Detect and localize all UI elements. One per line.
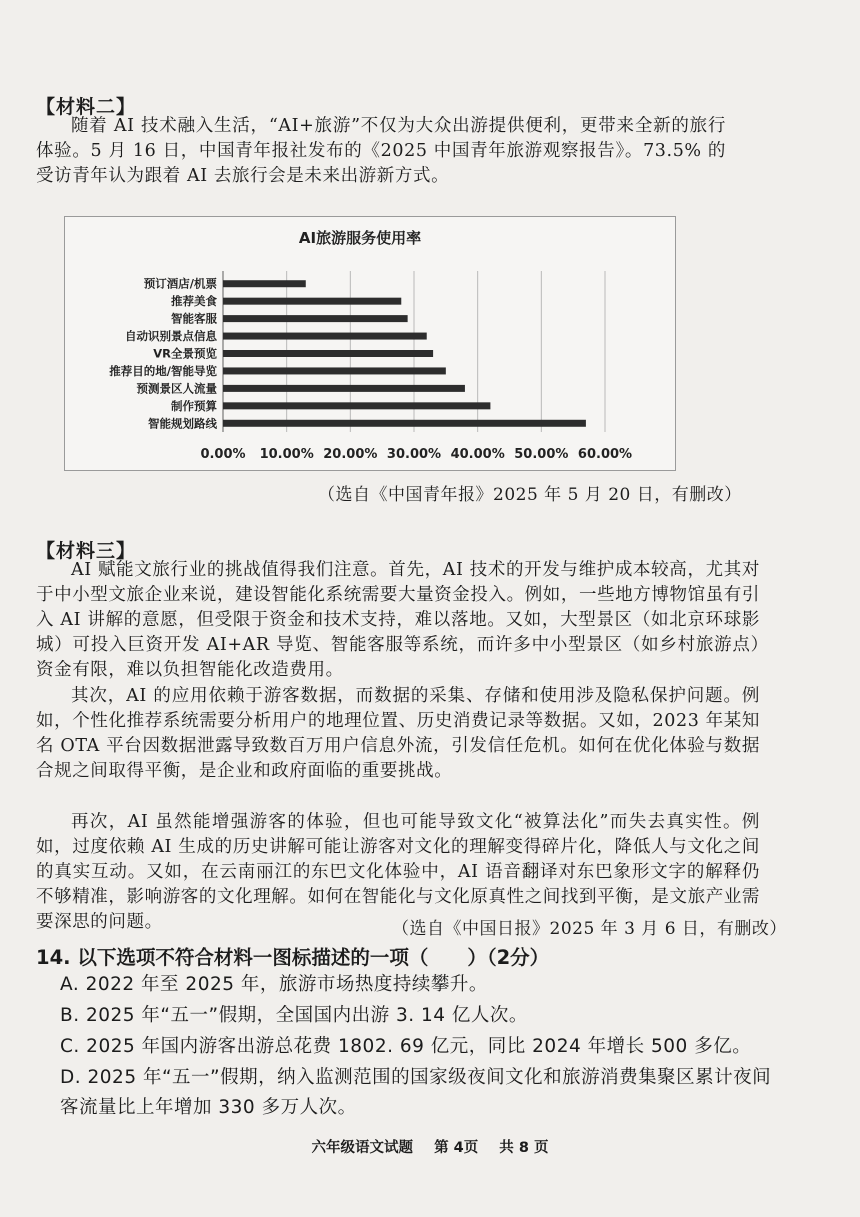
bar: [223, 315, 408, 322]
x-tick-label: 10.00%: [259, 447, 314, 462]
footer-page-number: 第 4页: [434, 1140, 479, 1156]
material3-paragraph-2: 其次，AI 的应用依赖于游客数据，而数据的采集、存储和使用涉及隐私保护问题。例如，个性化推荐系统需要分析用户的地理位置、历史消费记录等数据。又如，2023 年某知名 OTA 平台因数据泄露导致数百万用户信息外流，引发信任危机。如何在优化体验与数据合规之间取得平衡，是企业和政府面临的重要挑战。: [36, 686, 760, 781]
x-tick-label: 60.00%: [577, 447, 633, 462]
question-14-title: 14. 以下选项不符合材料一图标描述的一项（ ）（2分）: [36, 946, 550, 969]
x-tick-label: 0.00%: [200, 447, 246, 462]
bar: [223, 402, 490, 409]
footer-subject: 六年级语文试题: [311, 1140, 414, 1156]
material2-paragraph: 随着 AI 技术融入生活，“AI+旅游”不仅为大众出游提供便利，更带来全新的旅行体验。5 月 16 日，中国青年报社发布的《2025 中国青年旅游观察报告》。73.5% 的受访青年认为跟着 AI 去旅行会是未来出游新方式。: [36, 116, 726, 186]
chart-title: AI旅游服务使用率: [298, 229, 422, 247]
option-c: C. 2025 年国内游客出游总花费 1802. 69 亿元，同比 2024 年增长 500 多亿。: [60, 1036, 752, 1057]
material3-source: （选自《中国日报》2025 年 3 月 6 日，有删改）: [392, 919, 787, 939]
usage-rate-chart: [64, 216, 676, 471]
material2-source: （选自《中国青年报》2025 年 5 月 20 日，有删改）: [318, 485, 742, 505]
x-tick-label: 20.00%: [323, 447, 378, 462]
material3-paragraph-1: AI 赋能文旅行业的挑战值得我们注意。首先，AI 技术的开发与维护成本较高，尤其对于中小型文旅企业来说，建设智能化系统需要大量资金投入。例如，一些地方博物馆虽有引入 AI 讲解的意愿，但受限于资金和技术支持，难以落地。又如，大型景区（如北京环球影城）可投入巨资开发 AI+AR 导览、智能客服等系统，而许多中小型景区（如乡村旅游点）资金有限，难以负担智能化改造费用。: [36, 560, 760, 680]
chart-svg: [65, 217, 675, 470]
material2-heading: 【材料二】: [36, 96, 137, 118]
bar: [223, 298, 401, 305]
bar: [223, 350, 433, 357]
category-label: 推荐目的地/智能导览: [109, 363, 217, 378]
option-a: A. 2022 年至 2025 年，旅游市场热度持续攀升。: [60, 974, 488, 995]
bar: [223, 280, 306, 287]
bar: [223, 420, 586, 427]
category-label: 制作预算: [171, 398, 217, 413]
category-label: 预订酒店/机票: [143, 276, 217, 291]
material3-heading: 【材料三】: [36, 540, 137, 562]
option-b: B. 2025 年“五一”假期，全国国内出游 3. 14 亿人次。: [60, 1005, 528, 1026]
bar: [223, 385, 465, 392]
category-label: 智能规划路线: [148, 416, 217, 431]
category-label: VR全景预览: [153, 346, 217, 361]
category-label: 预测景区人流量: [136, 381, 217, 396]
x-tick-label: 40.00%: [450, 447, 505, 462]
option-d: D. 2025 年“五一”假期，纳入监测范围的国家级夜间文化和旅游消费集聚区累计夜间客流量比上年增加 330 多万人次。: [60, 1067, 772, 1118]
x-tick-label: 50.00%: [514, 447, 569, 462]
category-label: 智能客服: [171, 311, 217, 326]
footer-total-pages: 共 8 页: [499, 1140, 549, 1156]
page-footer: [0, 1136, 860, 1157]
x-tick-label: 30.00%: [386, 447, 442, 462]
bar: [223, 333, 427, 340]
category-label: 自动识别景点信息: [125, 329, 217, 344]
material3-paragraph-3: 再次，AI 虽然能增强游客的体验，但也可能导致文化“被算法化”而失去真实性。例如，过度依赖 AI 生成的历史讲解可能让游客对文化的理解变得碎片化，降低人与文化之间的真实互动。又如，在云南丽江的东巴文化体验中，AI 语音翻译对东巴象形文字的解释仍不够精准，影响游客的文化理解。如何在智能化与文化原真性之间找到平衡，是文旅产业需要深思的问题。: [36, 812, 760, 932]
bar: [223, 367, 446, 374]
category-label: 推荐美食: [171, 294, 217, 309]
